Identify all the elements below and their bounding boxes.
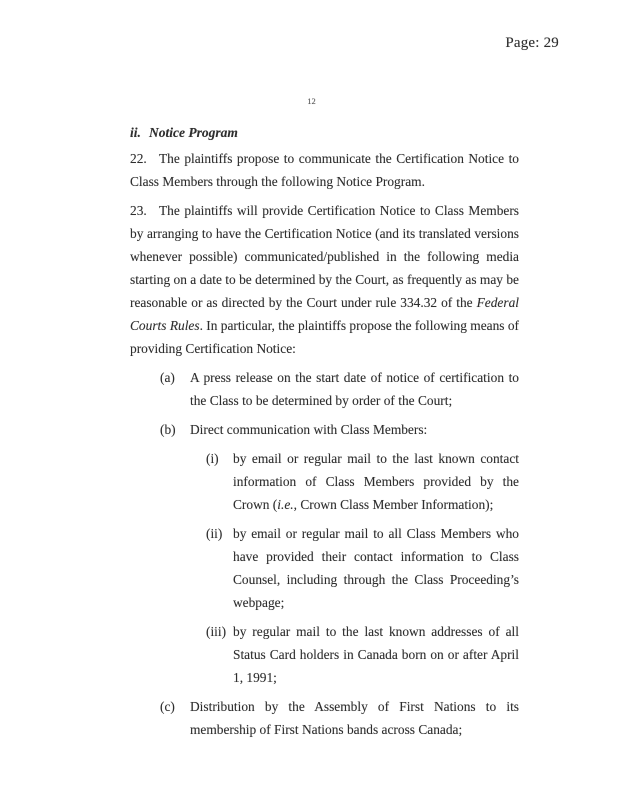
list-item-c — [160, 695, 519, 741]
list-item-c-text: Distribution by the Assembly of First Nations to its membership of First Nations bands across Canada; — [190, 699, 519, 737]
list-item-b-i — [206, 447, 519, 516]
list-item-b-ii-text: by email or regular mail to all Class Members who have provided their contact information to Class Counsel, including through the Class Proceeding’s webpage; — [233, 526, 519, 610]
paragraph-23-text-2: . In particular, the plaintiffs propose the following means of providing Certification Notice: — [130, 318, 519, 356]
page-number-header: Page: 29 — [505, 35, 559, 51]
paragraph-22-number: 22. — [130, 151, 147, 166]
list-item-a-label: (a) — [160, 370, 175, 385]
list-item-b-i-text-2: , Crown Class Member Information); — [293, 497, 494, 512]
list-item-b-label: (b) — [160, 422, 176, 437]
list-item-b-iii-text: by regular mail to the last known addresses of all Status Card holders in Canada born on or after April 1, 1991; — [233, 624, 519, 685]
list-item-a-text: A press release on the start date of notice of certification to the Class to be determined by order of the Court; — [190, 370, 519, 408]
section-heading-number: ii. — [130, 125, 141, 140]
paragraph-23-text-1: The plaintiffs will provide Certification Notice to Class Members by arranging to have the Certification Notice (and its translated versions whenever possible) communicated/published in the following media starting on a date to be determined by the Court, as frequently as may be reasonable or as directed by the Court under rule 334.32 of the — [130, 203, 519, 310]
paragraph-23-citation: Federal Courts Rules — [130, 295, 519, 333]
paragraph-22 — [130, 147, 519, 193]
paragraph-22-text: The plaintiffs propose to communicate the Certification Notice to Class Members through the following Notice Program. — [130, 151, 519, 189]
list-item-c-label: (c) — [160, 699, 175, 714]
section-heading-title: Notice Program — [149, 125, 238, 140]
list-item-b-text: Direct communication with Class Members: — [190, 422, 428, 437]
list-item-b-iii-label: (iii) — [206, 624, 227, 639]
list-item-b-i-text-1: by email or regular mail to the last known contact information of Class Members provided by the Crown ( — [233, 451, 519, 512]
list-item-b-iii — [206, 620, 519, 689]
folio-number: 12 — [307, 96, 316, 106]
paragraph-23 — [130, 199, 519, 360]
list-item-b-i-label: (i) — [206, 451, 219, 466]
list-item-b-ii — [206, 522, 519, 614]
list-item-b-i-ie: i.e. — [277, 497, 294, 512]
section-heading — [130, 123, 519, 143]
paragraph-23-number: 23. — [130, 203, 147, 218]
list-item-b — [160, 418, 519, 441]
list-item-a — [160, 366, 519, 412]
list-item-b-ii-label: (ii) — [206, 526, 223, 541]
document-body — [130, 123, 519, 747]
